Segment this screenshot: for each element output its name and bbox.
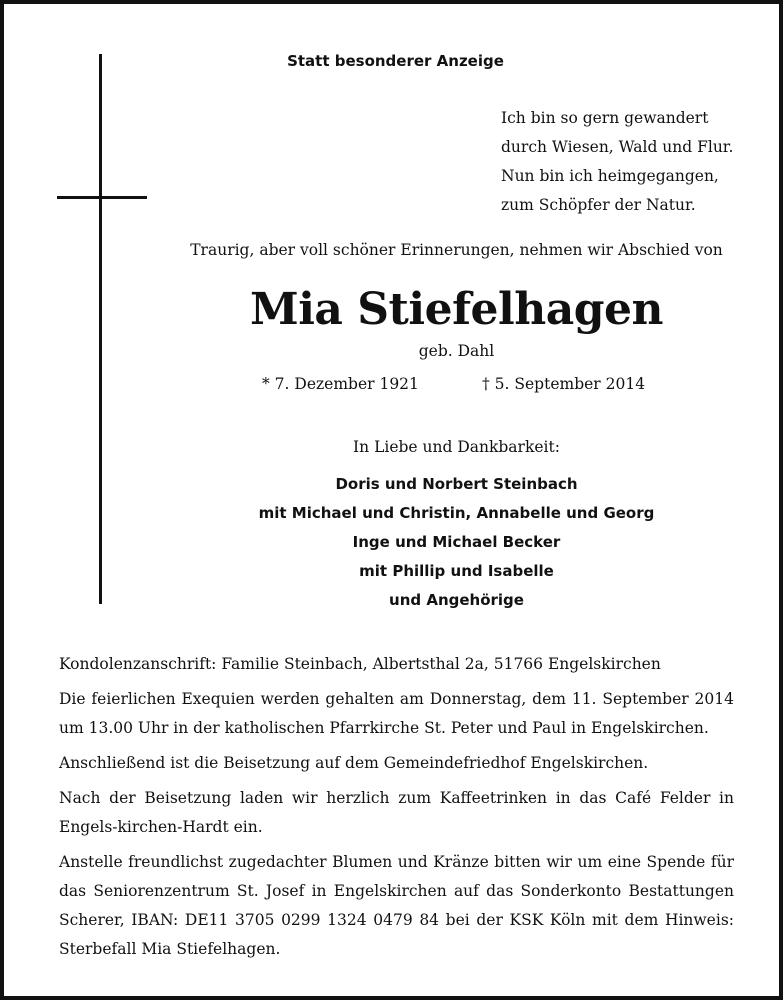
family-list — [4, 470, 783, 615]
coffee-invitation: Nach der Beisetzung laden wir herzlich zum Kaffeetrinken in das Café Felder in Engels-kirchen-Hardt ein. — [59, 789, 734, 836]
family-line: Inge und Michael Becker — [352, 533, 561, 551]
details-text — [59, 650, 734, 970]
family-line: Doris und Norbert Steinbach — [335, 475, 578, 493]
poem — [501, 104, 733, 220]
service-details: Die feierlichen Exequien werden gehalten am Donnerstag, dem 11. September 2014 um 13.00 Uhr in der katholischen Pfarrkirche St. Peter und Paul in Engelskirchen. — [59, 690, 734, 737]
condolence-address: Kondolenzanschrift: Familie Steinbach, Albertsthal 2a, 51766 Engelskirchen — [59, 655, 661, 673]
death-date: † 5. September 2014 — [482, 375, 646, 393]
birth-name: geb. Dahl — [418, 342, 495, 360]
family-line: und Angehörige — [389, 591, 524, 609]
poem-line: Nun bin ich heimgegangen, — [501, 167, 719, 185]
notice-heading: Statt besonderer Anzeige — [287, 52, 504, 70]
birth-date: * 7. Dezember 1921 — [262, 375, 419, 393]
family-line: mit Phillip und Isabelle — [359, 562, 554, 580]
poem-line: zum Schöpfer der Natur. — [501, 196, 696, 214]
cross-icon-horizontal — [57, 196, 147, 199]
deceased-name: Mia Stiefelhagen — [250, 284, 663, 335]
poem-line: durch Wiesen, Wald und Flur. — [501, 138, 734, 156]
burial-details: Anschließend ist die Beisetzung auf dem Gemeindefriedhof Engelskirchen. — [59, 754, 649, 772]
donation-request: Anstelle freundlichst zugedachter Blumen und Kränze bitten wir um eine Spende für das Seniorenzentrum St. Josef in Engelskirchen auf das Sonderkonto Bestattungen Scherer, IBAN: DE11 3705 0299 1324 0479 84 bei der KSK Köln mit dem Hinweis: Sterbefall Mia Stiefelhagen. — [59, 853, 734, 958]
intro-text: Traurig, aber voll schöner Erinnerungen, nehmen wir Abschied von — [190, 241, 723, 259]
dedication-text: In Liebe und Dankbarkeit: — [353, 438, 560, 456]
family-line: mit Michael und Christin, Annabelle und Georg — [258, 504, 655, 522]
poem-line: Ich bin so gern gewandert — [501, 109, 709, 127]
